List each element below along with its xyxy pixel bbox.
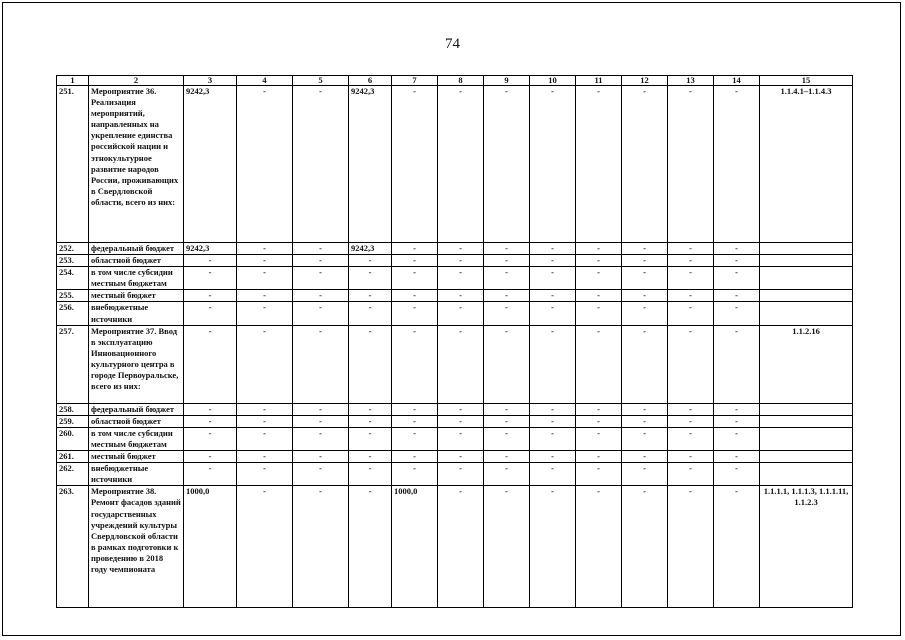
target-reference bbox=[760, 267, 853, 290]
row-number: 258. bbox=[57, 403, 89, 415]
value-cell: 9242,3 bbox=[184, 243, 237, 255]
row-number: 262. bbox=[57, 463, 89, 486]
value-cell: - bbox=[530, 486, 576, 608]
target-reference bbox=[760, 243, 853, 255]
table-row bbox=[57, 427, 853, 450]
row-name: Мероприятие 38. Ремонт фасадов зданий государственных учреждений культуры Свердловской области в рамках подготовки к проведению в 2018 году чемпионата bbox=[89, 486, 184, 608]
value-cell: - bbox=[392, 302, 438, 325]
value-cell: - bbox=[530, 243, 576, 255]
value-cell: - bbox=[293, 415, 349, 427]
value-cell: - bbox=[668, 86, 714, 243]
value-cell: - bbox=[237, 267, 293, 290]
row-name: местный бюджет bbox=[89, 290, 184, 302]
value-cell: - bbox=[293, 325, 349, 403]
value-cell: - bbox=[622, 403, 668, 415]
value-cell: - bbox=[622, 451, 668, 463]
row-number: 253. bbox=[57, 255, 89, 267]
value-cell: - bbox=[484, 427, 530, 450]
value-cell: - bbox=[293, 486, 349, 608]
value-cell: - bbox=[668, 427, 714, 450]
value-cell: - bbox=[714, 451, 760, 463]
value-cell: - bbox=[668, 403, 714, 415]
value-cell: - bbox=[293, 403, 349, 415]
table-row bbox=[57, 451, 853, 463]
value-cell: - bbox=[668, 267, 714, 290]
value-cell: - bbox=[530, 255, 576, 267]
value-cell: - bbox=[349, 415, 392, 427]
value-cell: - bbox=[237, 403, 293, 415]
row-name: Мероприятие 36. Реализация мероприятий, направленных на укрепление единства российской нации и этнокультурное развитие народов России, проживающих в Свердловской области, всего из них: bbox=[89, 86, 184, 243]
value-cell: - bbox=[714, 243, 760, 255]
value-cell: - bbox=[293, 302, 349, 325]
value-cell: - bbox=[484, 267, 530, 290]
row-number: 257. bbox=[57, 325, 89, 403]
value-cell: - bbox=[714, 463, 760, 486]
column-header-1: 1 bbox=[57, 76, 89, 86]
value-cell: - bbox=[438, 86, 484, 243]
column-header-9: 9 bbox=[484, 76, 530, 86]
value-cell: - bbox=[237, 486, 293, 608]
value-cell: - bbox=[484, 290, 530, 302]
value-cell: 9242,3 bbox=[349, 243, 392, 255]
target-reference bbox=[760, 302, 853, 325]
table-row bbox=[57, 403, 853, 415]
value-cell: - bbox=[438, 302, 484, 325]
value-cell: - bbox=[714, 302, 760, 325]
row-number: 261. bbox=[57, 451, 89, 463]
row-number: 263. bbox=[57, 486, 89, 608]
value-cell: - bbox=[349, 325, 392, 403]
value-cell: - bbox=[392, 290, 438, 302]
column-header-11: 11 bbox=[576, 76, 622, 86]
value-cell: - bbox=[668, 451, 714, 463]
value-cell: - bbox=[484, 415, 530, 427]
value-cell: - bbox=[622, 427, 668, 450]
value-cell: - bbox=[668, 486, 714, 608]
target-reference bbox=[760, 415, 853, 427]
value-cell: - bbox=[392, 451, 438, 463]
target-reference bbox=[760, 255, 853, 267]
value-cell: - bbox=[184, 427, 237, 450]
value-cell: - bbox=[392, 415, 438, 427]
value-cell: - bbox=[484, 325, 530, 403]
column-header-8: 8 bbox=[438, 76, 484, 86]
value-cell: - bbox=[530, 267, 576, 290]
row-name: в том числе субсидии местным бюджетам bbox=[89, 427, 184, 450]
value-cell: - bbox=[576, 243, 622, 255]
value-cell: - bbox=[530, 290, 576, 302]
value-cell: - bbox=[714, 403, 760, 415]
value-cell: - bbox=[438, 243, 484, 255]
value-cell: - bbox=[530, 427, 576, 450]
value-cell: 9242,3 bbox=[184, 86, 237, 243]
value-cell: - bbox=[576, 290, 622, 302]
column-header-10: 10 bbox=[530, 76, 576, 86]
value-cell: - bbox=[237, 451, 293, 463]
value-cell: - bbox=[576, 427, 622, 450]
value-cell: - bbox=[576, 403, 622, 415]
value-cell: - bbox=[530, 302, 576, 325]
row-name: Мероприятие 37. Ввод в эксплуатацию Инновационного культурного центра в городе Первоуральске, всего из них: bbox=[89, 325, 184, 403]
value-cell: - bbox=[668, 290, 714, 302]
value-cell: - bbox=[576, 302, 622, 325]
value-cell: - bbox=[237, 290, 293, 302]
value-cell: 1000,0 bbox=[184, 486, 237, 608]
value-cell: - bbox=[714, 255, 760, 267]
value-cell: - bbox=[438, 427, 484, 450]
value-cell: - bbox=[438, 255, 484, 267]
target-reference bbox=[760, 463, 853, 486]
value-cell: - bbox=[484, 463, 530, 486]
value-cell: - bbox=[484, 403, 530, 415]
value-cell: - bbox=[576, 86, 622, 243]
value-cell: - bbox=[576, 463, 622, 486]
row-number: 254. bbox=[57, 267, 89, 290]
value-cell: - bbox=[622, 302, 668, 325]
value-cell: - bbox=[438, 403, 484, 415]
table-row bbox=[57, 255, 853, 267]
column-header-12: 12 bbox=[622, 76, 668, 86]
value-cell: - bbox=[622, 267, 668, 290]
value-cell: - bbox=[622, 255, 668, 267]
value-cell: - bbox=[714, 86, 760, 243]
value-cell: - bbox=[237, 415, 293, 427]
value-cell: - bbox=[392, 403, 438, 415]
value-cell: - bbox=[622, 415, 668, 427]
value-cell: - bbox=[438, 463, 484, 486]
value-cell: - bbox=[622, 290, 668, 302]
row-name: внебюджетные источники bbox=[89, 302, 184, 325]
value-cell: - bbox=[714, 427, 760, 450]
value-cell: - bbox=[530, 415, 576, 427]
column-header-4: 4 bbox=[237, 76, 293, 86]
row-number: 251. bbox=[57, 86, 89, 243]
target-reference bbox=[760, 290, 853, 302]
value-cell: - bbox=[622, 463, 668, 486]
value-cell: - bbox=[184, 403, 237, 415]
row-number: 255. bbox=[57, 290, 89, 302]
value-cell: - bbox=[184, 415, 237, 427]
column-header-2: 2 bbox=[89, 76, 184, 86]
value-cell: - bbox=[484, 302, 530, 325]
target-reference bbox=[760, 427, 853, 450]
value-cell: - bbox=[237, 243, 293, 255]
value-cell: - bbox=[349, 403, 392, 415]
target-reference: 1.1.2.16 bbox=[760, 325, 853, 403]
value-cell: - bbox=[237, 255, 293, 267]
value-cell: - bbox=[392, 427, 438, 450]
column-header-3: 3 bbox=[184, 76, 237, 86]
value-cell: - bbox=[576, 325, 622, 403]
table-row bbox=[57, 486, 853, 608]
target-reference: 1.1.4.1–1.1.4.3 bbox=[760, 86, 853, 243]
value-cell: - bbox=[622, 486, 668, 608]
value-cell: - bbox=[349, 427, 392, 450]
value-cell: - bbox=[293, 255, 349, 267]
row-number: 256. bbox=[57, 302, 89, 325]
row-name: внебюджетные источники bbox=[89, 463, 184, 486]
value-cell: - bbox=[293, 427, 349, 450]
row-number: 259. bbox=[57, 415, 89, 427]
value-cell: - bbox=[714, 415, 760, 427]
value-cell: - bbox=[237, 427, 293, 450]
value-cell: - bbox=[237, 463, 293, 486]
value-cell: - bbox=[714, 486, 760, 608]
value-cell: - bbox=[293, 267, 349, 290]
value-cell: - bbox=[530, 451, 576, 463]
value-cell: - bbox=[293, 451, 349, 463]
value-cell: - bbox=[530, 463, 576, 486]
value-cell: - bbox=[668, 255, 714, 267]
table-row bbox=[57, 415, 853, 427]
row-name: областной бюджет bbox=[89, 255, 184, 267]
column-header-6: 6 bbox=[349, 76, 392, 86]
value-cell: - bbox=[184, 302, 237, 325]
value-cell: - bbox=[438, 486, 484, 608]
value-cell: - bbox=[668, 325, 714, 403]
value-cell: - bbox=[293, 86, 349, 243]
value-cell: - bbox=[576, 255, 622, 267]
value-cell: - bbox=[438, 325, 484, 403]
value-cell: - bbox=[184, 255, 237, 267]
value-cell: - bbox=[184, 325, 237, 403]
value-cell: - bbox=[530, 325, 576, 403]
target-reference bbox=[760, 451, 853, 463]
value-cell: - bbox=[293, 290, 349, 302]
value-cell: - bbox=[576, 415, 622, 427]
row-name: местный бюджет bbox=[89, 451, 184, 463]
value-cell: - bbox=[349, 451, 392, 463]
target-reference: 1.1.1.1, 1.1.1.3, 1.1.1.11, 1.1.2.3 bbox=[760, 486, 853, 608]
row-name: областной бюджет bbox=[89, 415, 184, 427]
row-name: федеральный бюджет bbox=[89, 403, 184, 415]
value-cell: - bbox=[184, 463, 237, 486]
budget-table bbox=[56, 75, 853, 608]
value-cell: - bbox=[530, 86, 576, 243]
row-number: 252. bbox=[57, 243, 89, 255]
column-header-7: 7 bbox=[392, 76, 438, 86]
value-cell: - bbox=[349, 302, 392, 325]
table-row bbox=[57, 290, 853, 302]
value-cell: - bbox=[392, 86, 438, 243]
table-row bbox=[57, 325, 853, 403]
value-cell: - bbox=[484, 451, 530, 463]
value-cell: - bbox=[392, 255, 438, 267]
page-number: 74 bbox=[445, 36, 460, 52]
value-cell: - bbox=[184, 267, 237, 290]
value-cell: - bbox=[293, 463, 349, 486]
column-header-5: 5 bbox=[293, 76, 349, 86]
value-cell: - bbox=[484, 243, 530, 255]
value-cell: - bbox=[668, 463, 714, 486]
value-cell: - bbox=[237, 302, 293, 325]
value-cell: - bbox=[622, 86, 668, 243]
table-row bbox=[57, 463, 853, 486]
value-cell: - bbox=[714, 325, 760, 403]
value-cell: - bbox=[438, 267, 484, 290]
value-cell: - bbox=[438, 415, 484, 427]
value-cell: - bbox=[237, 325, 293, 403]
column-header-13: 13 bbox=[668, 76, 714, 86]
value-cell: - bbox=[392, 325, 438, 403]
row-name: федеральный бюджет bbox=[89, 243, 184, 255]
value-cell: - bbox=[349, 267, 392, 290]
row-number: 260. bbox=[57, 427, 89, 450]
value-cell: - bbox=[392, 463, 438, 486]
value-cell: - bbox=[484, 486, 530, 608]
header-row bbox=[57, 76, 853, 86]
target-reference bbox=[760, 403, 853, 415]
value-cell: - bbox=[714, 290, 760, 302]
table-body bbox=[57, 86, 853, 608]
table-row bbox=[57, 267, 853, 290]
value-cell: - bbox=[576, 451, 622, 463]
table-row bbox=[57, 243, 853, 255]
value-cell: - bbox=[438, 451, 484, 463]
value-cell: - bbox=[668, 302, 714, 325]
value-cell: - bbox=[349, 255, 392, 267]
value-cell: - bbox=[349, 463, 392, 486]
value-cell: - bbox=[237, 86, 293, 243]
value-cell: - bbox=[668, 243, 714, 255]
value-cell: - bbox=[349, 486, 392, 608]
table-row bbox=[57, 86, 853, 243]
value-cell: - bbox=[392, 243, 438, 255]
row-name: в том числе субсидии местным бюджетам bbox=[89, 267, 184, 290]
column-header-15: 15 bbox=[760, 76, 853, 86]
value-cell: - bbox=[184, 290, 237, 302]
value-cell: 1000,0 bbox=[392, 486, 438, 608]
value-cell: - bbox=[530, 403, 576, 415]
value-cell: - bbox=[576, 486, 622, 608]
table-row bbox=[57, 302, 853, 325]
value-cell: - bbox=[714, 267, 760, 290]
value-cell: - bbox=[184, 451, 237, 463]
value-cell: - bbox=[622, 325, 668, 403]
column-header-14: 14 bbox=[714, 76, 760, 86]
value-cell: - bbox=[484, 255, 530, 267]
value-cell: - bbox=[438, 290, 484, 302]
value-cell: - bbox=[576, 267, 622, 290]
value-cell: - bbox=[668, 415, 714, 427]
value-cell: - bbox=[484, 86, 530, 243]
value-cell: - bbox=[293, 243, 349, 255]
value-cell: - bbox=[622, 243, 668, 255]
value-cell: - bbox=[349, 290, 392, 302]
value-cell: 9242,3 bbox=[349, 86, 392, 243]
value-cell: - bbox=[392, 267, 438, 290]
